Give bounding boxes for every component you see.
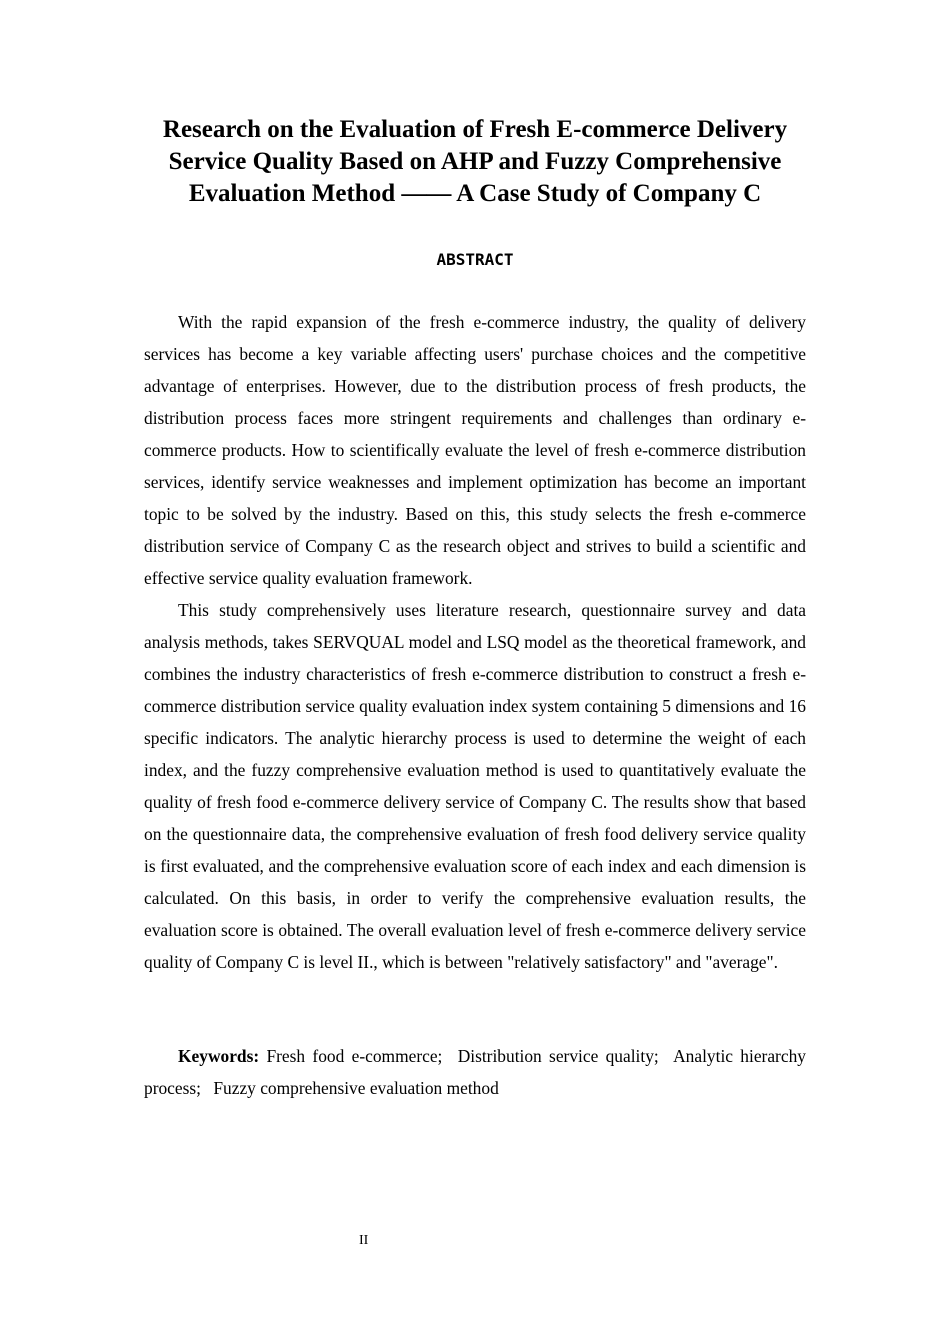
abstract-paragraph-1: With the rapid expansion of the fresh e-commerce industry, the quality of delivery services has become a key variable affecting users' purchase choices and the competitive advantage of enterprises. However, due to the distribution process of fresh products, the distribution process faces more stringent requirements and challenges than ordinary e-commerce products. How to scientifically evaluate the level of fresh e-commerce distribution services, identify service weaknesses and implement optimization has become an important topic to be solved by the industry. Based on this, this study selects the fresh e-commerce distribution service of Company C as the research object and strives to build a scientific and effective service quality evaluation framework. bbox=[144, 312, 806, 588]
keyword-item: Distribution service quality; bbox=[457, 1046, 659, 1066]
keyword-item: Fuzzy comprehensive evaluation method bbox=[213, 1078, 499, 1098]
page-number: II bbox=[359, 1233, 369, 1248]
keywords-label: Keywords: bbox=[178, 1046, 260, 1066]
keyword-item: Fresh food e-commerce; bbox=[266, 1046, 443, 1066]
abstract-body bbox=[144, 306, 806, 978]
keyword-item: Analytic hierarchy process; bbox=[144, 1046, 806, 1098]
abstract-heading: ABSTRACT bbox=[436, 250, 514, 269]
paper-title: Research on the Evaluation of Fresh E-commerce Delivery Service Quality Based on AHP and Fuzzy Comprehensive Evaluation Method —— A Case Study of Company C bbox=[162, 116, 788, 207]
abstract-paragraph-2: This study comprehensively uses literature research, questionnaire survey and data analysis methods, takes SERVQUAL model and LSQ model as the theoretical framework, and combines the industry characteristics of fresh e-commerce distribution to construct a fresh e-commerce distribution service quality evaluation index system containing 5 dimensions and 16 specific indicators. The analytic hierarchy process is used to determine the weight of each index, and the fuzzy comprehensive evaluation method is used to quantitatively evaluate the quality of fresh food e-commerce delivery service of Company C. The results show that based on the questionnaire data, the comprehensive evaluation of fresh food delivery service quality is first evaluated, and the comprehensive evaluation score of each index and each dimension is calculated. On this basis, in order to verify the comprehensive evaluation results, the evaluation score is obtained. The overall evaluation level of fresh e-commerce delivery service quality of Company C is level II., which is between "relatively satisfactory" and "average". bbox=[144, 600, 806, 972]
keywords-section bbox=[144, 1040, 806, 1104]
